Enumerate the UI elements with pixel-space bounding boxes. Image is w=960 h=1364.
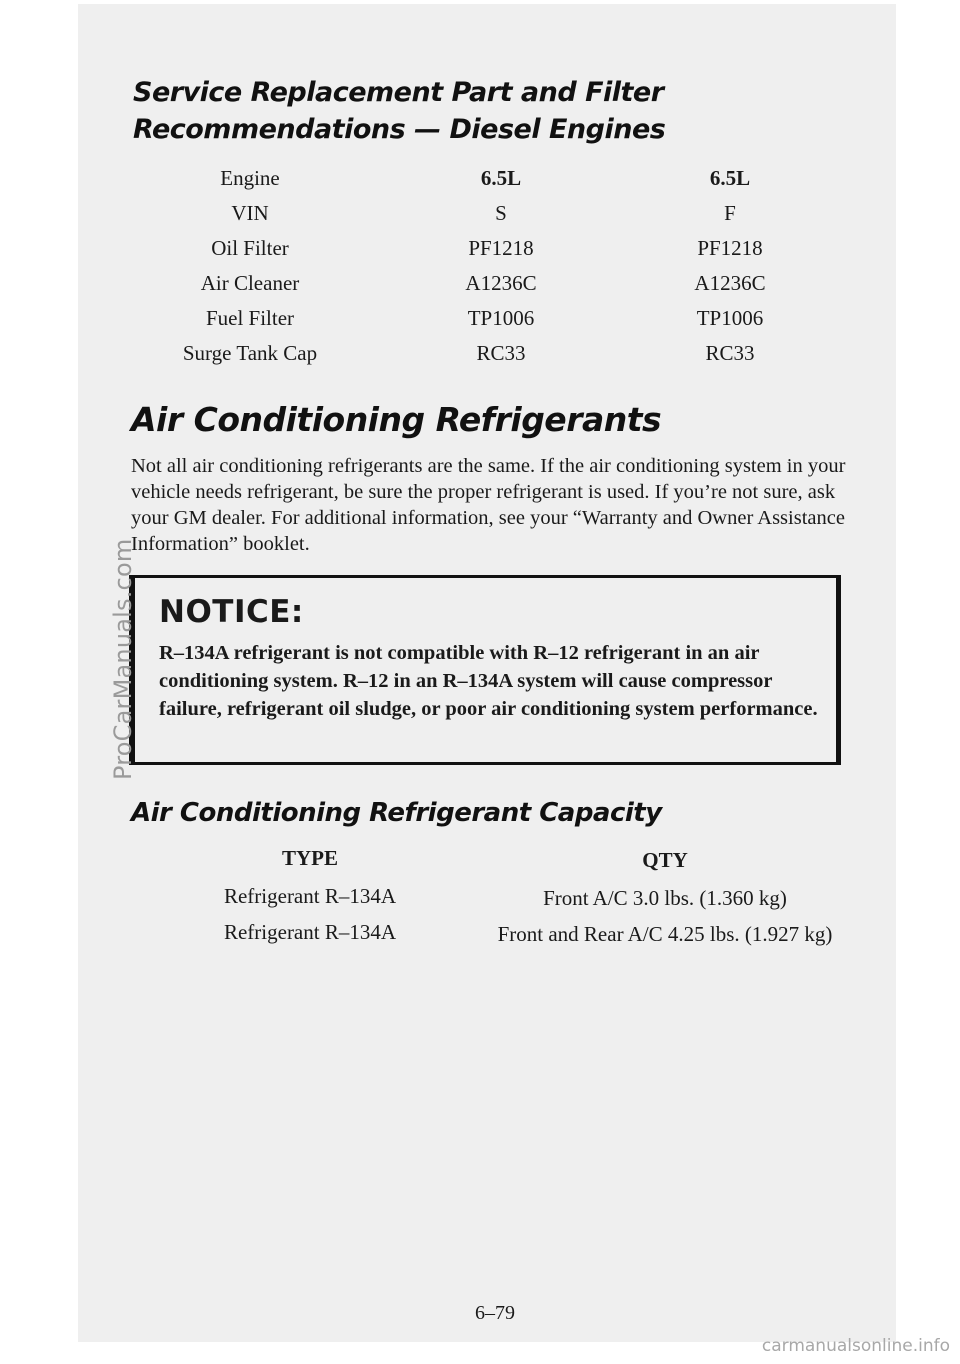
cell-value: S bbox=[495, 201, 507, 225]
table-row bbox=[180, 920, 880, 980]
row-label: Surge Tank Cap bbox=[182, 341, 318, 365]
notice-text: R–134A refrigerant is not compatible with R–12 refrigerant in an air conditioning system. R–12 in an R–134A system will cause compressor failure, refrigerant oil sludge, or poor air conditioning system performance. bbox=[159, 642, 818, 720]
table-row bbox=[150, 166, 850, 201]
type-cell: Refrigerant R–134A bbox=[223, 920, 397, 944]
capacity-title: Air Conditioning Refrigerant Capacity bbox=[131, 798, 662, 828]
table-row bbox=[150, 201, 850, 236]
filters-table bbox=[150, 166, 850, 376]
notice-title: NOTICE: bbox=[159, 594, 304, 630]
type-header: TYPE bbox=[281, 846, 338, 870]
row-label: Oil Filter bbox=[211, 236, 289, 260]
cell-value: TP1006 bbox=[467, 306, 535, 330]
row-label: Fuel Filter bbox=[205, 306, 295, 330]
table-row bbox=[180, 884, 880, 920]
side-watermark: ProCarManuals.com bbox=[109, 538, 137, 780]
cell-value: A1236C bbox=[694, 271, 766, 295]
refrigerants-title: Air Conditioning Refrigerants bbox=[131, 400, 662, 439]
filters-title-line1: Service Replacement Part and Filter bbox=[133, 77, 664, 108]
refrigerants-paragraph: Not all air conditioning refrigerants are the same. If the air conditioning system in your vehicle needs refrigerant, be sure the proper refrigerant is used. If you’re not sure, ask your GM dealer. For additional information, see your “Warranty and Owner Assistance Information” booklet. bbox=[131, 455, 846, 555]
row-label: VIN bbox=[231, 201, 269, 225]
qty-cell: Front and Rear A/C 4.25 lbs. (1.927 kg) bbox=[497, 922, 833, 946]
qty-cell: Front A/C 3.0 lbs. (1.360 kg) bbox=[543, 886, 787, 910]
qty-header: QTY bbox=[642, 848, 688, 872]
cell-value: PF1218 bbox=[697, 236, 763, 260]
cell-value: TP1006 bbox=[696, 306, 764, 330]
notice-box bbox=[129, 575, 841, 765]
cell-value: F bbox=[724, 201, 736, 225]
bottom-watermark: carmanualsonline.info bbox=[761, 1336, 950, 1356]
table-row bbox=[150, 341, 850, 376]
filters-title-line2: Recommendations — Diesel Engines bbox=[133, 114, 666, 145]
row-label: Air Cleaner bbox=[200, 271, 300, 295]
engine-col2-value: 6.5L bbox=[709, 166, 751, 190]
table-header-row bbox=[180, 846, 880, 884]
row-label: Engine bbox=[220, 166, 280, 190]
cell-value: A1236C bbox=[465, 271, 537, 295]
cell-value: PF1218 bbox=[468, 236, 534, 260]
cell-value: RC33 bbox=[705, 341, 755, 365]
table-row bbox=[150, 271, 850, 306]
type-cell: Refrigerant R–134A bbox=[223, 884, 397, 908]
engine-col1-value: 6.5L bbox=[480, 166, 522, 190]
page-number: 6–79 bbox=[475, 1302, 515, 1324]
cell-value: RC33 bbox=[476, 341, 526, 365]
table-row bbox=[150, 306, 850, 341]
capacity-table bbox=[180, 846, 880, 980]
table-row bbox=[150, 236, 850, 271]
